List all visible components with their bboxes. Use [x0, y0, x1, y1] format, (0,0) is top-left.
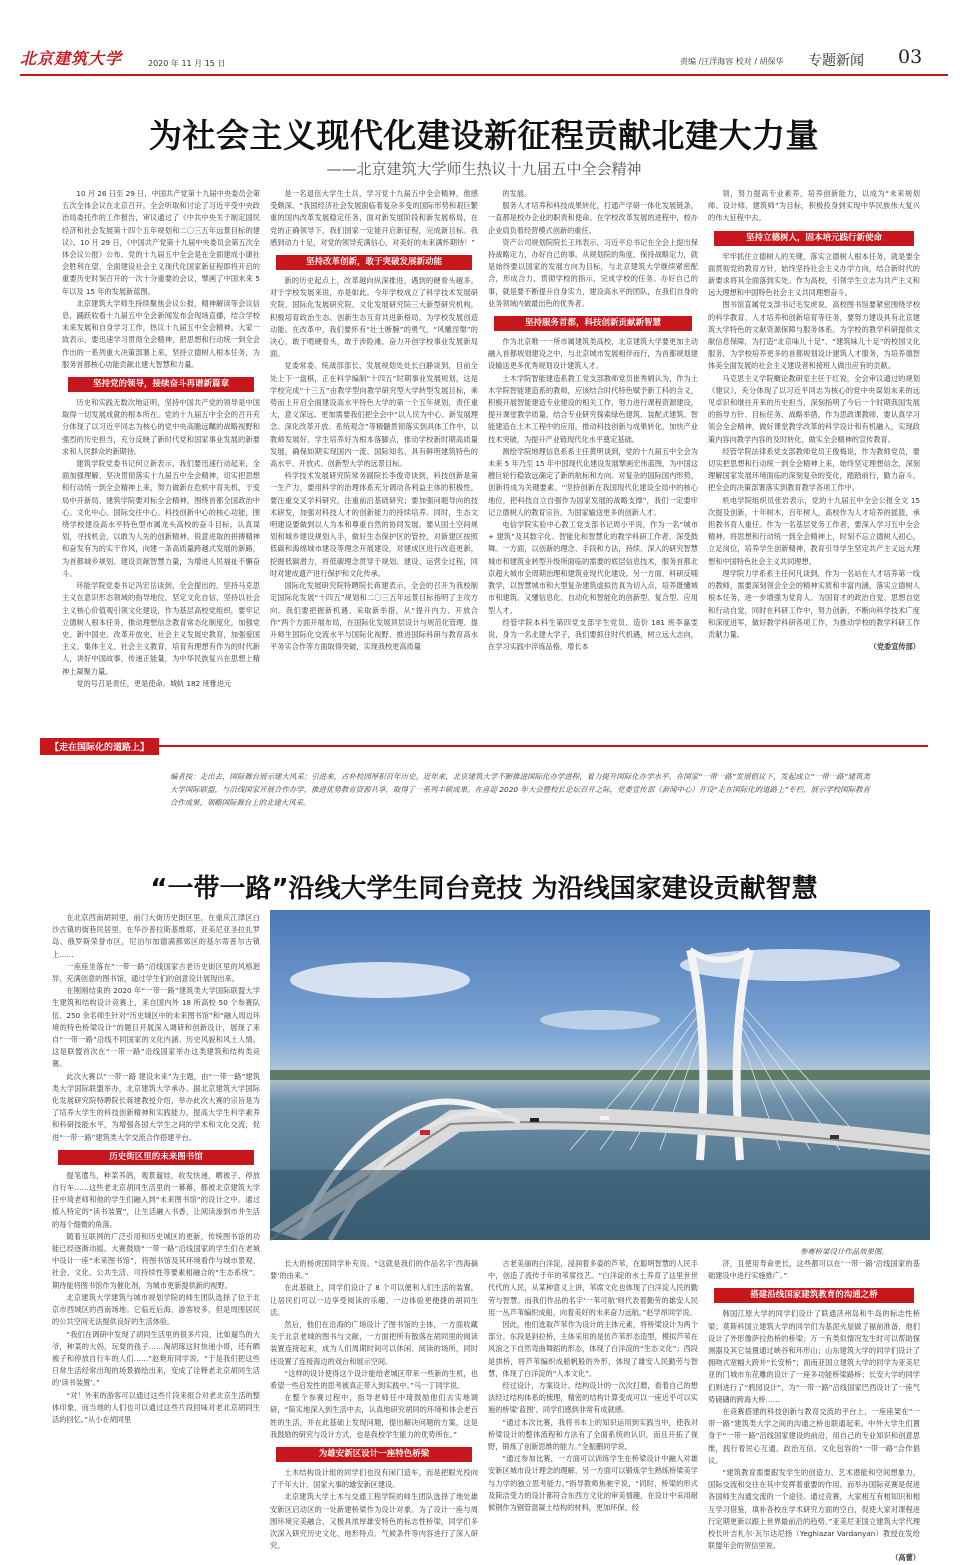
article2-column-d	[708, 1258, 920, 1563]
article1-headline: 为社会主义现代化建设新征程贡献北建大力量	[149, 116, 819, 155]
column-tag: 【走在国际化的道路上】	[40, 738, 159, 755]
article1-column-2	[270, 188, 478, 728]
paragraph: 新的历史起点上，改革越向纵深推进，遇到的硬骨头越多。对于学校发展来说，亦是如此。今年学校成立了科学技术发展研究院、国际化发展研究院、文化发展研究院三大新型研究机构，积极培育政治生态、创新生态互育共进新格局，为学校发展创造动能。在改革中，我们要怀有“壮士断腕”的勇气、“风雕涅槃”的决心，敢于啃硬骨头，敢于涉险滩，奋力开创学校事业发展新局面。	[270, 276, 478, 359]
header-rule	[20, 74, 948, 76]
paragraph: 资产公司规划院院长王玮表示，习近平总书记在全会上提出保持战略定力，办好自己的事。从规划院的角度，保持战略定力，就是始终要以国家的发展方向为目标，与北京建筑大学继续紧密配合，形成合力，贯彻学校的指示，完成学校的任务。办好自己的事，就是要不断提升自身实力，建设高水平的团队，在我们自身的业务领域内做最出色的优秀者。	[488, 237, 698, 308]
image-caption: 参赛桥梁设计作品效果图。	[800, 1247, 889, 1256]
paragraph: 因此，他们选取芦苇作为设计的主体元素，将桥梁设计为两个部分。东段是斜拉桥，主体采用的是仿芦苇形态造型，模拟芦苇在风浪之下自然弯曲舞蹈的形态，体现了白洋淀的“生态文化”；西段是拱桥，将芦苇编织成船帆般的外形，体现了雄安人民勤劳与智慧，体现了白洋淀的“人本文化”。	[488, 1320, 698, 1378]
paragraph: 国际化发展研究院特聘院长蒋建表示，全会的召开为我校制定国际化发展“十四五”规划和二〇三五年远景目标指明了主攻方向。我们要把握新机遇、采取新举措，从“提升内力、开放合作”两个方面开展布局，在国际化发展顶层设计与规范化管理、提升师生国际化交流水平与国际化视野、推进国际科研与教育高水平务实合作等方面取得突破，实现我校更高质量	[270, 581, 478, 652]
article1-column-4	[708, 188, 920, 728]
paragraph: 济，且使用寿命更长，这些都可以在‘一带一路’沿线国家的基础建设中进行实施推广。”	[708, 1259, 920, 1281]
article1-subheadline: ——北京建筑大学师生热议十九届五中全会精神	[326, 160, 642, 178]
paragraph: 测绘学院地理信息系系主任黄明谈到，党的十九届五中全会为未来 5 年乃至 15 年中国现代化建设发展擘画宏伟蓝图，为中国这艘巨轮行稳致远确定了新的航标和方向。对复杂的国际国内形势，创新将成为关键要素。“坚持创新在我国现代化建设全局中的核心地位，把科技自立自强作为国家发展的战略支撑”，我们一定要牢记立德树人的教育宗旨，为国家输送更多的创新人才。	[488, 446, 698, 517]
paragraph: 是一名退伍大学生士兵，学习党十九届五中全会精神，他感受颇深。“我国经济社会发展面临着复杂多变的国际形势和艰巨繁重的国内改革发展稳定任务，面对新发展阶段和新发展格局，在党的正确领导下，我们国家一定能开启新征程，完成新目标。我感到动力十足，对党的领导充满信心，对美好的未来满怀期待！”	[270, 189, 478, 247]
masthead-logo: 北京建筑大学	[20, 49, 123, 68]
subheading-moral-education: 坚持立德树人，固本培元践行新使命	[714, 231, 914, 246]
paragraph: 长大的杨虎国同学补充说。“这就是我们的作品名字‘西海摘要’的由来。”	[270, 1259, 478, 1281]
paragraph: 建筑学院党委书记何立新表示，我们要迅速行动起来，全面加强理解、坚决贯彻落实十九届五中全会精神，切实把思想和行动统一到全会精神上来，努力做新在危机中育先机，于变局中开新局。建筑学院要对标全会精神，围绕首都全国政治中心、文化中心、国际交往中心、科技创新中心的核心功能，围绕学校建设高水平特色型市属龙头高校的奋斗目标，认真谋划，寻找机会，以敢为人先的创新精神，锐意进取的拼搏精神和奋发有为的实干作风，向建一条高质量跨越式发展的新路，为首都城乡规划、建设贡献智慧力量，为增进人民福祉不懈奋斗。	[62, 459, 260, 578]
bridge-rendering-image	[270, 910, 930, 1240]
paragraph: 机电学院组织员张岩表示，党的十九届五中全会公报全文 15 次提及创新，十年树木，百年树人，高校作为人才培养的摇篮，承担教书育人重任。作为一名基层党务工作者，要深入学习五中全会精神，将思想和行动统一到全会精神上，时刻不忘立德树人初心，立足岗位，培养学生创新精神，教育引导学生坚定共产主义远大理想和中国特色社会主义共同理想。	[708, 495, 920, 566]
paragraph: 经过设计，方案设计、结构设计的一次次打磨，看着自己的想法经过结构体系的梳理，精密的结构计算变成可以一座近乎可以实施的桥梁‘蓝图’，同学们感到非常有成就感。	[488, 1381, 698, 1415]
subheading-reform-innovation: 坚持改革创新，敢于突破发展新动能	[276, 255, 472, 270]
paragraph: 历史和实践无数次地证明，坚持中国共产党的领导是中国取得一切发展成就的根本所在。党的十九届五中全会的召开充分体现了以习近平同志为核心的党中央高瞻远瞩的战略视野和强烈的历史担当，充分反映了新时代党和国家事业发展的新要求和人民群众的新期待。	[62, 398, 260, 456]
paragraph: 10 月 26 日至 29 日，中国共产党第十九届中央委员会第五次全体会议在北京召开。全会听取和讨论了习近平受中央政治局委托作的工作报告，审议通过了《中共中央关于制定国民经济和社会发展第十四个五年规划和二〇三五年远景目标的建议》。10 月 29 日，《中国共产党第十九届中央委员会第五次全体会议公报》公布。党的十九届五中全会是在全面建成小康社会胜利在望、全面建设社会主义现代化国家新征程即将开启的重要历史时刻召开的一次十分重要的会议，擘画了中国未来 5 年以及 15 年的发展新蓝图。	[62, 189, 260, 296]
paragraph: “通过参加比赛，一方面可以训练学生在桥梁设计中融入对雄安新区城市设计理念的理解，另一方面可以锻炼学生熟练桥梁美学与力学的独立思考能力。”指导教师焦驰宇说，“同时，桥梁的形式及简洁受力的设计都符合东西方文化的审美情趣，在设计中采用耐候钢作为钢管混凝土结构的材料，更加环保、经	[488, 1454, 698, 1513]
paragraph: 北京建筑大学建筑与城市规划学院的师生团队选择了位于北京市西城区的西南场地。它临近后海、游客较多，但是周围居民的公共空间无法提供良好的生活体验。	[52, 1292, 260, 1327]
section-name: 专题新闻	[808, 53, 864, 69]
paragraph: 随着互联网的广泛引用和历史城区的更新，传统图书馆的功能已经逐渐动摇。大赛鼓励“一带一路”沿线国家的学生们在老城中设计一座“未来图书馆”，将图书馆及其环境看作与城市景观、社会、文化、公共生活、可持续性等要素相融合的“生态系统”，期待能将图书馆作为催化剂，为城市更新提供新的视野。	[52, 1231, 260, 1290]
paragraph: 科学技术发展研究院常务副院长李俊奇谈到，科技创新是第一生产力，要用科学的治理体系充分调动各利益主体的积极性，要注重交叉学科研究，注重前沿基础研究；要加强问题导向的技术研发，加强对科技人才的创新能力的持续培养。同时，生态文明建设要做到以人为本和尊重自然的协同发展。要从国土空间规划和城乡建设规划入手，做好生态保护区的管控，对新建区按照低碳和海绵城市建设等理念开展建设，对建成区进行改造更新，挖掘低碳潜力，将低碳理念贯穿于规划、建设、运营全过程，同时对建成遗产进行保护和文化传承。	[270, 471, 478, 578]
article1-byline: （党委宣传部）	[869, 642, 920, 652]
subheading-education-bridge: 搭建沿线国家建筑教育的沟通之桥	[714, 1288, 914, 1303]
article2-headline: “一带一路”沿线大学生同台竞技 为沿线国家建设贡献智慧	[150, 874, 818, 904]
paragraph: 韩国江原大学的同学们设计了联通济州岛和牛岛的标志性桥梁；莫斯科国立建筑大学的同学们为基泥火屋做了福前准备，他们设计了外形像萨拉热桥的桥梁；万一有类似情况发生时可以帮助探测器及其它装置通过峡谷和环形山；山东建筑大学的同学们设计了拥吻式宽幅大跨并“长安桥”；面南亚国立建筑大学的同学为亚美尼亚的门城市东花雕的设计了一座多功能桥梁路桥；长安大学的同学们则进行了“鸦园设计”，为“一带一路”沿线国家巴西设计了一座气势磅礴的跨海大桥……	[708, 1309, 920, 1404]
article2-column-b	[270, 1258, 478, 1551]
paragraph: 北京建筑大学师生持续聚焦会议公报，精神解读等会议信息，踊跃收看十九届五中全会新闻发布会现场直播，结合学校未来发展和自身学习工作，热议十九届五中全会精神。大家一致表示，要迅速学习贯彻全会精神，把思想和行动统一到全会作出的一系列重大决策部署上来，坚持立德树人根本任务，为服务首都核心功能贡献北建大智慧和力量。	[62, 298, 260, 369]
paragraph: 此次大赛以“一带一路 建设未来”为主题，由“一带一路”建筑类大学国际联盟举办，北京建筑大学承办。据北京建筑大学国际化发展研究院特聘院长蒋建教授介绍，举办此次大赛的宗旨是为了培养大学生的科技创新精神和实践能力，提高大学生科学素养和科研技能水平，为增强各国大学生之间的学术和文化交流，促进“一带一路”建筑类大学交流合作搭建平台。	[52, 1071, 260, 1142]
article1-column-1	[62, 188, 260, 728]
paragraph: 党委常委、统战部部长、发展规划处处长白静谈到，目前全处上下一盘棋，正在科学编制“十四五”时期事业发展规划，这是学校完成“十三五”由教学型向教学研究型大学转型发展目标，乘势而上开启全面建设高水平特色大学的第一个五年规划，责任重大，意义深远。更加需要我们把全会中“以人民为中心、新发展理念、深化改革开放、系统观念”等精髓贯彻落实到具体工作中，以教师发展好、学生培养好为根本落脚点，推动学校新时期高质量发展，确保如期实现国内一流、国际知名、具有鲜明建筑特色的高水平、开放式、创新型大学的远景目标。	[270, 361, 478, 469]
paragraph: “通过本次比赛，我将书本上的知识运用到实践当中，使我对桥梁设计的整体流程和方法有了全面系统的认识，而且开拓了视野，锻炼了创新思维的能力。”全振鹏同学说。	[488, 1417, 698, 1452]
paragraph: “对！外来的游客可以通过这些片段来组合对老北京生活的整体印象，而当地的人们也可以通过这些片段回味对老北京胡同生活的回忆。”从小在胡同里	[52, 1390, 260, 1424]
paragraph: 然后，他们在沿海的广场设计了图书馆的主体，一方面收藏关于北京老城的图书与文献，一方面把所有散落在胡同里的阅读装置连接起来，成为人们周期时间可以休闲、阅读的场所，同时还设置了连接海边的戏台和展示空间。	[270, 1320, 478, 1366]
paragraph: 理学院力学系系主任何凡谈到，作为一名站在人才培养第一线的教师，需要深刻领会全会的精神实质和丰富内涵，落实立德树人根本任务，进一步增强为党育人、为国育才的政治自觉、思想自觉和行动自觉，同时在科研工作中，努力创新，不断向科学技术广度和深度进军，做好教学科研各项工作，为推动学校的教学科研工作贡献力量。	[708, 568, 920, 639]
paragraph: 领，努力提高专业素养，培养创新能力，以成为“未来规划师、设计师、建筑师”为目标，积极投身到实现中华民族伟大复兴的伟大征程中去。	[708, 189, 920, 223]
paragraph: 作为北京唯一一所市属建筑类高校，北京建筑大学要更加主动融入首都规划建设之中，与北京城市发展相伴而行，为首都规划建设输送更多优秀规划设计建筑人才。	[488, 337, 698, 371]
paragraph: 服务人才培养和科技成果转化，打通产学研一体化发展链条，一直都是校办企业的职责和使命。在学校改革发展的进程中，校办企业肩负着经营模式创新的重任。	[488, 201, 698, 235]
paragraph: 电信学院实验中心教工党支部书记周小平说，作为一名“城市 + 建筑”及其数字化、智能化和智慧化的教学科研工作者，深受鼓舞。一方面，以创新的理念、手段和方法，持续、深入的研究智慧城市和建筑业转型升级所面临的需要的底层信息技术，服务首都北京超大城市全周期治理和建筑业现代化建设。另一方面，科研反哺教学，以智慧城市和大型复杂建筑虚拟仿真为切入点，培养既懂城市和建筑、又懂信息化、自动化和智能化的创新型、复合型、应用型人才。	[488, 520, 698, 615]
issue-date: 2020 年 11 月 15 日	[148, 59, 226, 68]
paragraph: “建筑教育需要跟发学生的创造力、艺术潜能和空间想象力，国际交流和交往在其中发挥着重要的作用。而举办国际竞赛是促进各国师生沟通交流的一个途径。通过竞赛，大家相互有相知识和相互学习借鉴，填补各校在学术研究方面的空白，促使大家对课程进行定期更新以跟上世界最前沿的趋势。”亚美尼亚国立建筑大学代理校长叶吉札尔·瓦尔达尼扬（Yeghiazar Vardanyan）教授在发给联盟年会的贺信里说。	[708, 1468, 920, 1551]
article2-column-a	[52, 912, 260, 1517]
paragraph: 经管学院法律系党支部教师党员王俊梅说，作为教师党员，要切实把思想和行动统一到全会精神上来，始终坚定理想信念，深刻理解国家发展环境面临的深刻复杂的变化，踏踏前行，勤力奋斗，把全会的决策部署落实到教育教学各项工作中。	[708, 446, 920, 493]
article2-byline: （高蕾）	[891, 1553, 920, 1563]
paragraph: 土木结构设计组的同学们也没有闲门造车，而是把眼光投向了千年大计、国家大事的雄安新区建设。	[270, 1468, 478, 1490]
subheading-serve-capital: 坚持服务首都，科技创新贡献新智慧	[494, 316, 692, 331]
paragraph: “这样的设计使得这个设计能给老城区带来一些新的生机，也希望一些启发性的思考被真正带入到实践中。”马一丁同学说。	[270, 1368, 478, 1391]
paragraph: 的发展。	[502, 189, 532, 198]
paragraph: 在刚刚结束的 2020 年“一带一路”建筑类大学国际联盟大学生建筑和结构设计竞赛上，来自国内外 18 所高校 50 个参赛队伍、250 余名师生针对“历史城区中的未来图书馆”和“融入周边环境的特色桥梁设计”的题目开展深入调研和创新设计，展现了来自“一带一路”沿线不同国家的文化内涵、历史风貌和风土人情。这是联盟首次在“一带一路”沿线国家举办这类建筑和结构类竞赛。	[52, 986, 260, 1069]
subheading-party-leadership: 坚持党的领导，接续奋斗再谱新篇章	[68, 377, 254, 392]
paragraph: 图书馆直属党支部书记毛发虎说，高校图书馆要紧密围绕学校的科学教育、人才培养和创新培育等任务，要努力建设具有北京建筑大学特色的文献资源保障与服务体系。为学校的教学科研提供文献信息保障，为打造“北京味儿十足”、“建筑味儿十足”的校园文化服务，为学校培养更多的首都规划设计建筑人才服务，为培养德智体美全面发展的社会主义建设者和接班人做出应有的贡献。	[708, 300, 920, 371]
paragraph: 牢牢抓住立德树人的关键，落实立德树人根本任务，就是要全面贯彻党的教育方针，始终坚持社会主义办学方向，结合新时代的新要求将其全面落到实处。作为高校，引领学生立志为共产主义和远大理想和中国特色社会主义共同理想奋斗。	[708, 251, 920, 298]
paragraph: 经管学院本科生第四党支部学生党员、造价 181 班李嘉雯说，身为一名北建大学子，我们要抓住时代机遇，树立远大志向，在学习实践中淬炼品格，增长本	[488, 617, 698, 652]
paragraph: 在整个参赛过程中，指导老师任中琦鼓励他们去实地调研，“简实地深入到生活中去，认真地研究胡同的环境和体会老百姓的生活，并在此基础上发现问题，提出解决问题的方案，这是我鼓励的研究与设计方式，也是我校学生能力的优势所在。”	[270, 1393, 478, 1439]
paragraph: 环能学院党委书记冯宏岳谈到，全会提出的，坚持马克思主义在意识形态领域的指导地位，坚定文化自信，坚持以社会主义核心价值观引领文化建设，作为基层高校党组织，要牢记立德树人根本任务，推动理想信念教育常态化制度化，加强党史、新中国史、改革开放史、社会主义发展史教育，加强爱国主义、集体主义、社会主义教育，培育有理想有作为的时代新人，讲好中国故事，传递正能量，为中华民族复兴在思想上精神上凝聚力量。	[62, 581, 260, 676]
paragraph: 马克思主义学院概论教研室主任于红说，全会审议通过的规划《建议》，充分体现了以习近平同志为核心的党中央谋划未来的远见卓识和继往开来的历史担当，深刻指明了今后一个时期我国发展的指导方针、目标任务、战略举措。作为思政课教师，要认真学习领会全会精神，做好课堂教学改革的科学设计和有机融入，实现政策内容向教学内容的及时转化，做实全会精神的宣传教育。	[708, 373, 920, 444]
section-divider	[40, 745, 928, 747]
paragraph: “我们在调研中发现了胡同生活里的很多片段，比如遛鸟的大爷，种菜的大妈，玩耍的孩子……淘胡琢这时快递小哥，还有晒被子和停放自行车的人们……”赵艳珩同学说。“于是我们把这些日常生活经常出现的场景描绘出来，变成了诠释老北京胡同生活的‘读书装置’。”	[52, 1329, 260, 1388]
paragraph: 一座座坐落在“一带一路”沿线国家古老历史街区里的风格迥异、充满创意的图书馆，通过学生们的创意设计展现出来。	[52, 961, 260, 984]
page-editors: 责编 /汪洋海容 校对 / 胡保华	[680, 57, 784, 66]
paragraph: 土木学院智能建造系教工党支部教师党员崔秀娟认为，作为土木学院智能建造系的教师，应该结合时代特色赋予新工科的含义，积极开展智能建造专业建设的相关工作，努力进行课程资源建设，提升课堂教学质量，结合专业研究探索绿色建筑、装配式建筑、智能建造在土木工程中的应用，推动科技创新与成果转化，加快产业技术突破，为提升产业链现代化水平奠定基础。	[488, 373, 698, 444]
paragraph: 党的号召是责任，更是使命。城轨 182 班雅进元	[76, 678, 232, 688]
article2-column-c	[488, 1258, 698, 1518]
paragraph: 在竞赛搭建的科技创新与教育交流的平台上，一座座架在“一带一路”建筑类大学之间的沟通之桥也联通起来。中外大学生们置身于“一带一路”沿线国家建设的前沿，用自己的专业知识和创意思维，践行着民心互通、政治互信、文化包容的“一带一路”合作倡议。	[708, 1407, 920, 1465]
paragraph: 在此基础上，同学们设计了 8 个可以便利人们生活的装置，让居民们可以一边享受阅读的乐趣，一边体验更便捷的胡同生活。	[270, 1283, 478, 1317]
paragraph: 在北京西南胡同里，前门大街历史街区里，在重庆江津区白沙古镇的街巷民居里，在华沙普拉斯基维耶，亚美尼亚圣拉扎罗岛、俄罗斯荣誉市区，尼泊尔加德满都郊区的基尔蒂普尔古镇上……	[52, 913, 260, 959]
paragraph: 北京建筑大学土木与交通工程学院的师生团队选择了地处雄安新区启动区的一处新建桥梁作为设计对象。为了设计一座与周围环境完美融合，又极具浓厚雄安特色的标志性桥梁，同学们多次深入研究历史文化、地形特点、气候条件等内容进行了深入研究。	[270, 1492, 478, 1551]
subheading-future-library: 历史街区里的未来图书馆	[58, 1150, 254, 1165]
article1-column-3	[488, 188, 698, 728]
page-number: 03	[898, 46, 923, 68]
paragraph: 古老美丽的白洋淀，浸润着多姿的芦苇，在聪明智慧的人民手中，创造了流传千年的苇席技艺。“白洋淀的水土养育了这里世世代代的人民，从某种意义上讲，苇席文化也体现了白洋淀人民的勤劳与智慧。而我们作品的名字‘一苇可航’则代表着勤劳的雄安人民用一丛芦苇编织成船，向着美好的未来奋力远航。”赵学昂同学说。	[488, 1259, 698, 1317]
editor-note: 编者按：走出去，国际舞台展示建大风采；引进来，古朴校园厚积百年历史。近年来，北京建筑大学不断推进国际化办学进程，着力提升国际化办学水平。在国家“一带一路”发展倡议下，发起成立“一带一路”建筑类大学国际联盟，与沿线国家开展合作办学，推进优势教育资源共享，取得了一系列丰硕成果。在喜迎 2020 年大会暨校长论坛召开之际，党委宣传部（新闻中心）开设“走在国际化的道路上”专栏，展示学校国际教育合作成果，领略国际舞台上的北建大风采。	[170, 772, 870, 807]
paragraph: 提笔遣鸟，种菜养鸽，观景遛娃，收发快递，晒被子、停放自行车……这些老北京胡同生活里的一幕幕，都被北京建筑大学任中琦老师和他的学生们融入到“未来图书馆”的设计之中。通过植入特定的“读书装置”，让生活融入书香，让阅读渗到市井生活的每个细微的角落。	[52, 1170, 260, 1229]
subheading-xiongan-bridge: 为雄安新区设计一座特色桥梁	[276, 1447, 472, 1462]
